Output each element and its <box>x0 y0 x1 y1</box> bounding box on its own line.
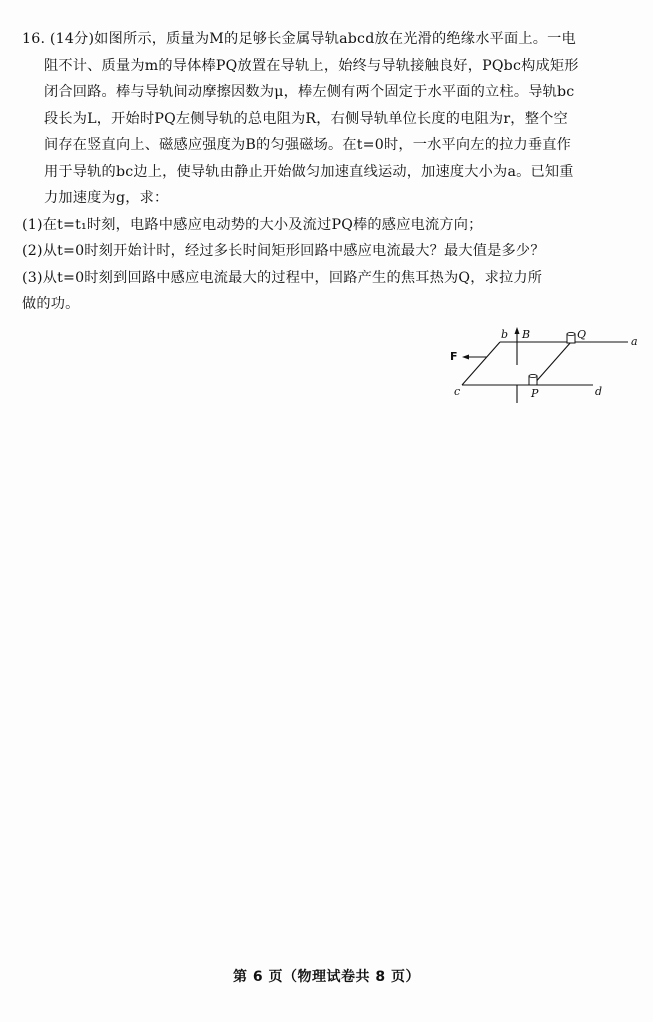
page-footer: 第 6 页（物理试卷共 8 页） <box>233 969 420 985</box>
label-Q: Q <box>577 328 587 341</box>
question-16 <box>22 26 634 318</box>
pillar-p-top <box>529 374 537 377</box>
question-part-3: (3)从t=0时刻到回路中感应电流最大的过程中，回路产生的焦耳热为Q，求拉力所 <box>22 269 543 286</box>
question-line: 用于导轨的bc边上，使导轨由静止开始做匀加速直线运动，加速度大小为a。已知重 <box>44 163 574 180</box>
question-part-1: (1)在t=t₁时刻，电路中感应电动势的大小及流过PQ棒的感应电流方向； <box>22 216 483 233</box>
label-F: F <box>450 350 458 363</box>
rail-diagram <box>445 325 645 410</box>
question-line: 16. (14分)如图所示，质量为M的足够长金属导轨abcd放在光滑的绝缘水平面上。一电 <box>22 31 576 47</box>
question-part-2: (2)从t=0时刻开始计时，经过多长时间矩形回路中感应电流最大？最大值是多少？ <box>22 243 545 259</box>
question-line: 段长为L，开始时PQ左侧导轨的总电阻为R，右侧导轨单位长度的电阻为r，整个空 <box>44 110 568 127</box>
label-c: c <box>454 385 461 398</box>
question-line: 间存在竖直向上、磁感应强度为B的匀强磁场。在t=0时，一水平向左的拉力垂直作 <box>44 137 572 153</box>
rod-pq <box>533 342 571 385</box>
rail-diagram-svg <box>445 325 645 410</box>
rail-bc <box>462 342 500 385</box>
question-part-3-cont: 做的功。 <box>22 296 80 312</box>
field-arrow-icon <box>515 327 520 334</box>
question-line: 闭合回路。棒与导轨间动摩擦因数为μ，棒左侧有两个固定于水平面的立柱。导轨bc <box>44 84 575 100</box>
label-a: a <box>631 335 638 348</box>
question-line: 力加速度为g，求： <box>44 190 169 206</box>
question-line: 阻不计、质量为m的导体棒PQ放置在导轨上，始终与导轨接触良好，PQbc构成矩形 <box>44 57 579 74</box>
pillar-q-top <box>567 332 575 335</box>
label-b: b <box>501 328 509 341</box>
label-d: d <box>595 385 603 398</box>
label-B: B <box>522 328 531 341</box>
force-arrow-icon <box>462 355 469 360</box>
label-P: P <box>531 387 539 400</box>
